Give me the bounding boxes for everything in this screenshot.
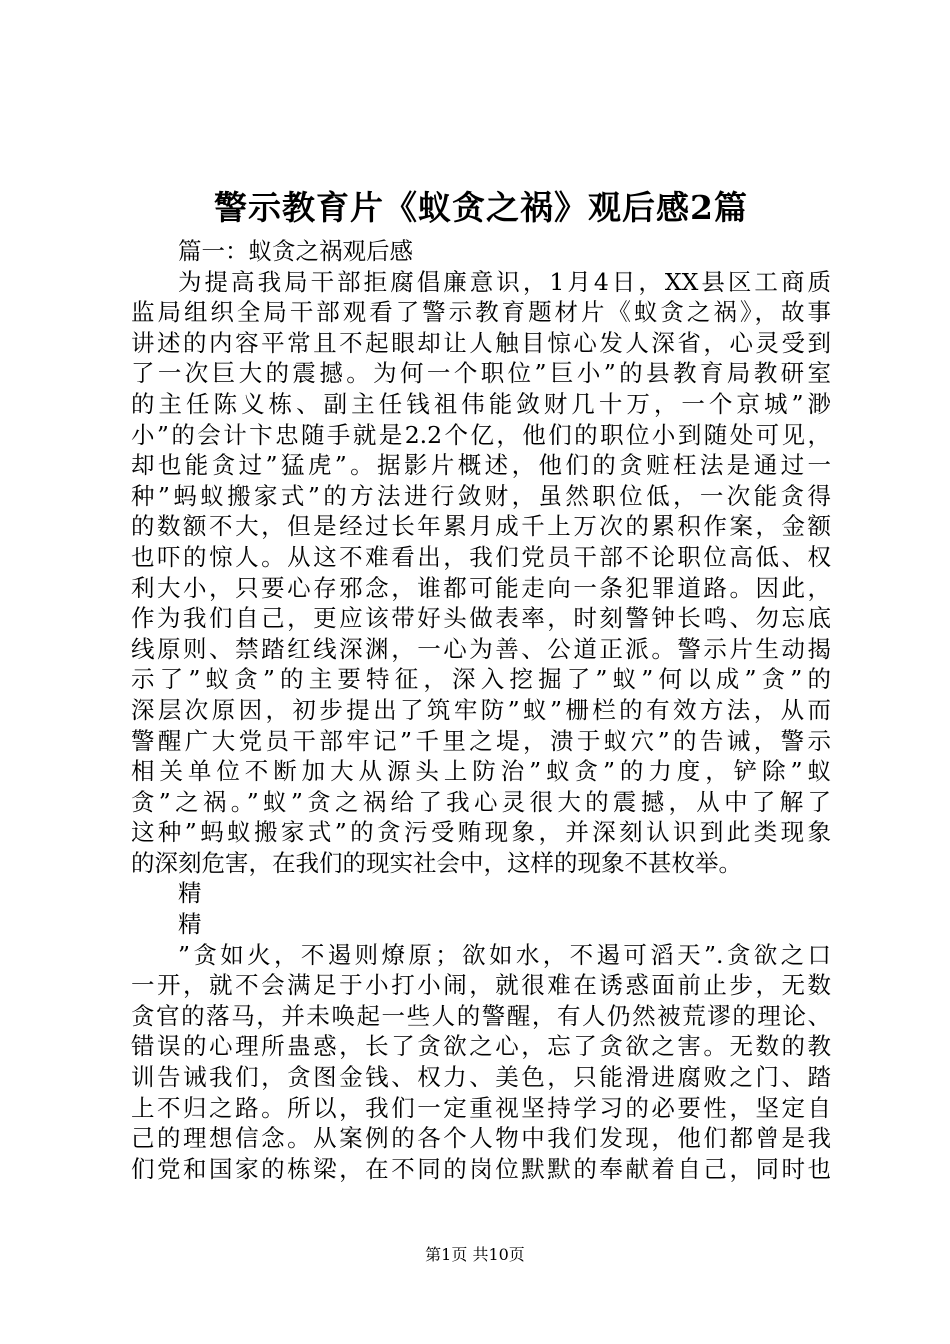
- paragraph-line: 错误的心理所蛊惑，长了贪欲之心，忘了贪欲之害。无数的教: [131, 1032, 831, 1061]
- paragraph-line: 监局组织全局干部观看了警示教育题材片《蚁贪之祸》，故事: [131, 298, 831, 327]
- paragraph-line: 相关单位不断加大从源头上防治”蚁贪”的力度，铲除”蚁: [131, 757, 831, 786]
- document-title: 警示教育片《蚁贪之祸》观后感2篇: [214, 188, 748, 227]
- paragraph-line: 却也能贪过”猛虎”。据影片概述，他们的贪赃枉法是通过一: [131, 451, 831, 480]
- paragraph-line: 贪官的落马，并未唤起一些人的警醒，有人仍然被荒谬的理论、: [131, 1001, 831, 1030]
- page-footer: 第1页 共10页: [425, 1245, 525, 1264]
- section-heading: 篇一：蚁贪之祸观后感: [178, 237, 413, 265]
- paragraph-line: 警醒广大党员干部牢记”千里之堤，溃于蚁穴”的告诫，警示: [131, 726, 831, 755]
- paragraph-line: 讲述的内容平常且不起眼却让人触目惊心发人深省，心灵受到: [131, 328, 831, 357]
- paragraph-line: 了一次巨大的震撼。为何一个职位”巨小”的县教育局教研室: [131, 359, 831, 388]
- document-body: [131, 236, 831, 1184]
- paragraph-line: 的数额不大，但是经过长年累月成千上万次的累积作案，金额: [131, 512, 831, 541]
- paragraph-line: 一开，就不会满足于小打小闹，就很难在诱惑面前止步，无数: [131, 971, 831, 1000]
- paragraph-line: 上不归之路。所以，我们一定重视坚持学习的必要性，坚定自: [131, 1093, 831, 1122]
- paragraph-line: 深层次原因，初步提出了筑牢防”蚁”栅栏的有效方法，从而: [131, 695, 831, 724]
- paragraph-line: 这种”蚂蚁搬家式”的贪污受贿现象，并深刻认识到此类现象: [131, 818, 831, 847]
- paragraph-line: 贪”之祸。”蚁”贪之祸给了我心灵很大的震撼，从中了解了: [131, 787, 831, 816]
- paragraph-line: 小”的会计卞忠随手就是2.2个亿，他们的职位小到随处可见，: [131, 420, 831, 449]
- paragraph-line: 己的理想信念。从案例的各个人物中我们发现，他们都曾是我: [131, 1124, 831, 1153]
- paragraph-line: 为提高我局干部拒腐倡廉意识，1月4日，XX县区工商质: [178, 267, 831, 296]
- short-line: 精: [178, 910, 202, 939]
- short-line: 精: [178, 879, 202, 908]
- paragraph-line: 训告诫我们，贪图金钱、权力、美色，只能滑进腐败之门、踏: [131, 1063, 831, 1092]
- paragraph-line: 利大小，只要心存邪念，谁都可能走向一条犯罪道路。因此，: [131, 573, 831, 602]
- paragraph-line: 也吓的惊人。从这不难看出，我们党员干部不论职位高低、权: [131, 542, 831, 571]
- paragraph-line: 线原则、禁踏红线深渊，一心为善、公道正派。警示片生动揭: [131, 634, 831, 663]
- paragraph-line: 作为我们自己，更应该带好头做表率，时刻警钟长鸣、勿忘底: [131, 604, 831, 633]
- paragraph-line: 种”蚂蚁搬家式”的方法进行敛财，虽然职位低，一次能贪得: [131, 481, 831, 510]
- paragraph-line: 们党和国家的栋梁，在不同的岗位默默的奉献着自己，同时也: [131, 1154, 831, 1183]
- paragraph-line: 的主任陈义栋、副主任钱祖伟能敛财几十万，一个京城”渺: [131, 389, 831, 418]
- paragraph-line: 示了”蚁贪”的主要特征，深入挖掘了”蚁”何以成”贪”的: [131, 665, 831, 694]
- paragraph-line: ”贪如火，不遏则燎原；欲如水，不遏可滔天”.贪欲之口: [178, 940, 831, 969]
- paragraph-line: 的深刻危害，在我们的现实社会中，这样的现象不甚枚举。: [131, 848, 742, 877]
